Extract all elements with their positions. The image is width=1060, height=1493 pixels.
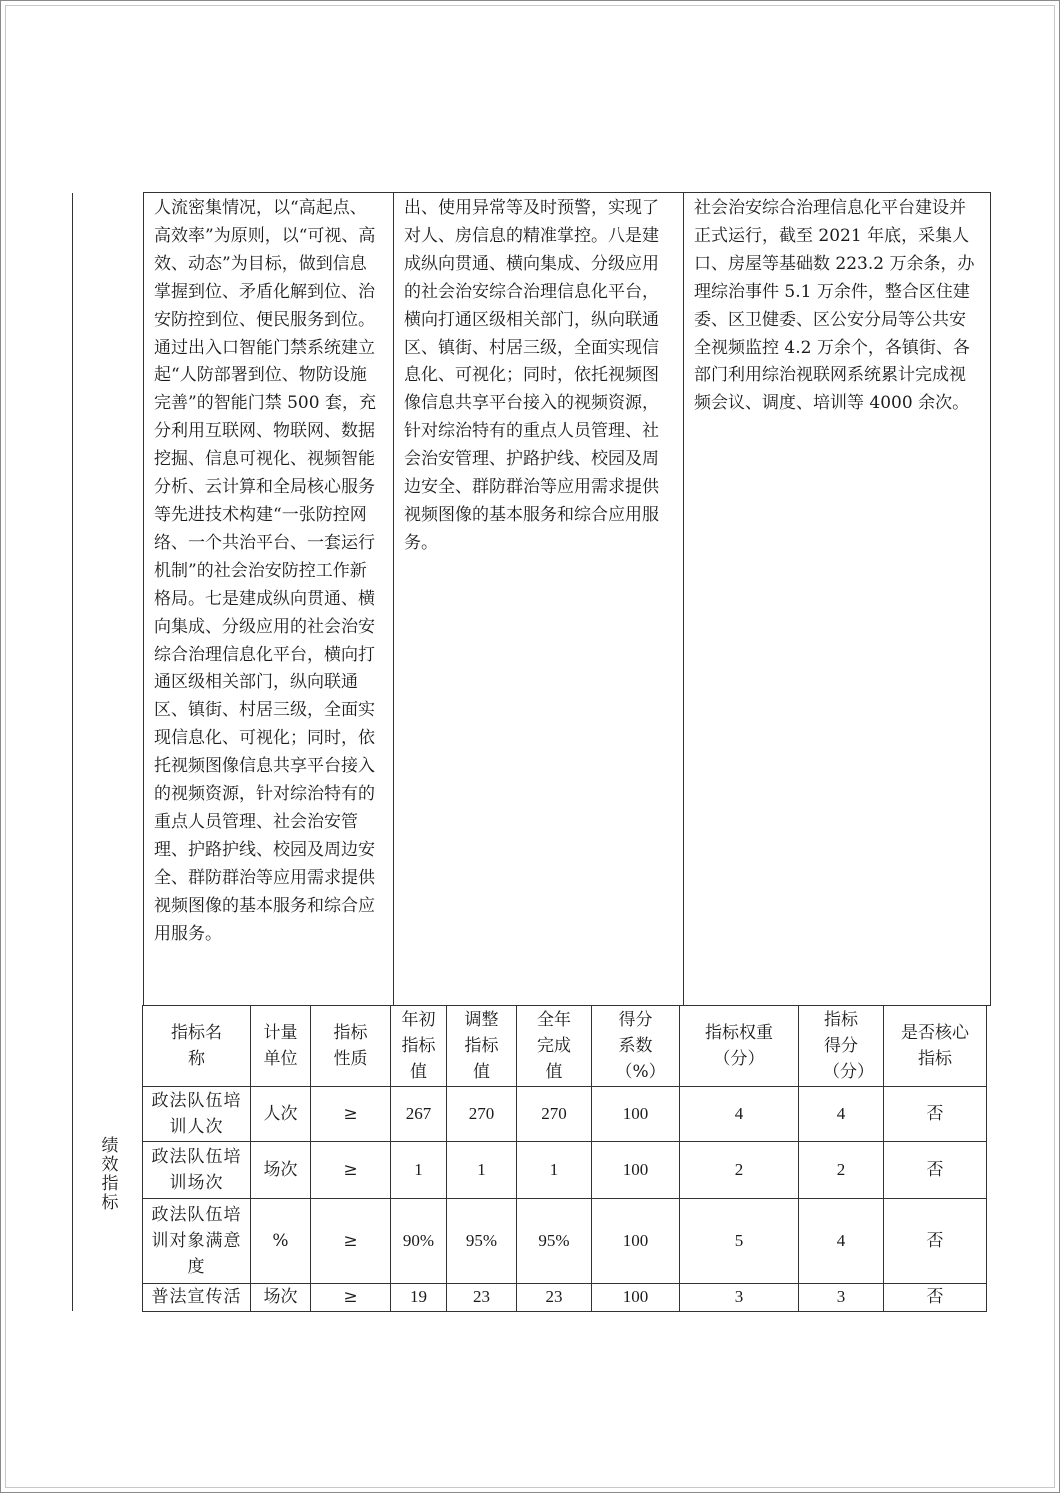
header-unit: 计量单位 bbox=[251, 1005, 311, 1086]
row-is-core: 否 bbox=[884, 1141, 987, 1198]
row-is-core: 否 bbox=[884, 1283, 987, 1311]
left-label-column bbox=[73, 193, 144, 1006]
row-actual-value: 95% bbox=[517, 1198, 592, 1283]
row-initial-value: 19 bbox=[391, 1283, 447, 1311]
row-nature: ≥ bbox=[311, 1198, 391, 1283]
header-indicator-weight: 指标权重（分） bbox=[680, 1005, 799, 1086]
header-adjusted-value: 调整指标值 bbox=[447, 1005, 517, 1086]
description-cell-2 bbox=[394, 193, 684, 1006]
row-adjusted-value: 95% bbox=[447, 1198, 517, 1283]
table-row bbox=[73, 1141, 987, 1198]
row-indicator-score: 2 bbox=[799, 1141, 884, 1198]
header-is-core: 是否核心指标 bbox=[884, 1005, 987, 1086]
performance-section-label-cell bbox=[73, 1005, 143, 1311]
row-initial-value: 1 bbox=[391, 1141, 447, 1198]
description-text-1: 人流密集情况，以“高起点、高效率”为原则，以“可视、高效、动态”为目标，做到信息掌握到位、矛盾化解到位、治安防控到位、便民服务到位。通过出入口智能门禁系统建立起“人防部署到位、物防设施完善”的智能门禁 500 套，充分利用互联网、物联网、数据挖掘、信息可视化、视频智能分析、云计算和全局核心服务等先进技术构建“一张防控网络、一个共治平台、一套运行机制”的社会治安防控工作新格局。七是建成纵向贯通、横向集成、分级应用的社会治安综合治理信息化平台，横向打通区级相关部门，纵向联通区、镇街、村居三级，全面实现信息化、可视化；同时，依托视频图像信息共享平台接入的视频资源，针对综治特有的重点人员管理、社会治安管理、护路护线、校园及周边安全、群防群治等应用需求提供视频图像的基本服务和综合应用服务。 bbox=[154, 198, 376, 944]
row-score-coefficient: 100 bbox=[592, 1283, 680, 1311]
description-cell-3 bbox=[684, 193, 991, 1006]
header-score-coefficient: 得分系数（%） bbox=[592, 1005, 680, 1086]
row-is-core: 否 bbox=[884, 1198, 987, 1283]
row-indicator-weight: 5 bbox=[680, 1198, 799, 1283]
row-nature: ≥ bbox=[311, 1086, 391, 1141]
row-unit: 人次 bbox=[251, 1086, 311, 1141]
description-text-3: 社会治安综合治理信息化平台建设并正式运行，截至 2021 年底，采集人口、房屋等基础数 223.2 万余条，办理综治事件 5.1 万余件，整合区住建委、区卫健委、区公安分局等公共安全视频监控 4.2 万余个，各镇街、各部门利用综治视联网系统累计完成视频会议、调度、培训等 4000 余次。 bbox=[694, 198, 975, 414]
table-row bbox=[73, 1283, 987, 1311]
description-cell-1 bbox=[144, 193, 394, 1006]
table-row bbox=[73, 1086, 987, 1141]
row-indicator-name: 政法队伍培训场次 bbox=[143, 1141, 251, 1198]
row-indicator-weight: 3 bbox=[680, 1283, 799, 1311]
row-adjusted-value: 23 bbox=[447, 1283, 517, 1311]
project-description-table bbox=[72, 192, 991, 1006]
row-actual-value: 270 bbox=[517, 1086, 592, 1141]
row-unit: 场次 bbox=[251, 1283, 311, 1311]
header-indicator-name: 指标名称 bbox=[143, 1005, 251, 1086]
row-adjusted-value: 270 bbox=[447, 1086, 517, 1141]
performance-indicator-table bbox=[72, 1005, 987, 1312]
row-indicator-weight: 2 bbox=[680, 1141, 799, 1198]
document-body bbox=[72, 192, 991, 1312]
row-indicator-score: 3 bbox=[799, 1283, 884, 1311]
row-score-coefficient: 100 bbox=[592, 1086, 680, 1141]
row-indicator-score: 4 bbox=[799, 1086, 884, 1141]
row-indicator-score: 4 bbox=[799, 1198, 884, 1283]
row-actual-value: 23 bbox=[517, 1283, 592, 1311]
row-initial-value: 90% bbox=[391, 1198, 447, 1283]
row-nature: ≥ bbox=[311, 1141, 391, 1198]
row-score-coefficient: 100 bbox=[592, 1141, 680, 1198]
row-unit: % bbox=[251, 1198, 311, 1283]
row-initial-value: 267 bbox=[391, 1086, 447, 1141]
performance-section-label: 绩效指标 bbox=[97, 1136, 118, 1212]
header-initial-value: 年初指标值 bbox=[391, 1005, 447, 1086]
table-row bbox=[73, 1198, 987, 1283]
row-indicator-weight: 4 bbox=[680, 1086, 799, 1141]
row-nature: ≥ bbox=[311, 1283, 391, 1311]
header-actual-value: 全年完成值 bbox=[517, 1005, 592, 1086]
row-unit: 场次 bbox=[251, 1141, 311, 1198]
row-actual-value: 1 bbox=[517, 1141, 592, 1198]
row-indicator-name: 政法队伍培训人次 bbox=[143, 1086, 251, 1141]
header-nature: 指标性质 bbox=[311, 1005, 391, 1086]
row-adjusted-value: 1 bbox=[447, 1141, 517, 1198]
description-text-2: 出、使用异常等及时预警，实现了对人、房信息的精准掌控。八是建成纵向贯通、横向集成、分级应用的社会治安综合治理信息化平台，横向打通区级相关部门，纵向联通区、镇街、村居三级，全面实现信息化、可视化；同时，依托视频图像信息共享平台接入的视频资源，针对综治特有的重点人员管理、社会治安管理、护路护线、校园及周边安全、群防群治等应用需求提供视频图像的基本服务和综合应用服务。 bbox=[404, 198, 659, 553]
row-indicator-name: 普法宣传活 bbox=[143, 1283, 251, 1311]
header-indicator-score: 指标得分（分） bbox=[799, 1005, 884, 1086]
row-is-core: 否 bbox=[884, 1086, 987, 1141]
row-score-coefficient: 100 bbox=[592, 1198, 680, 1283]
row-indicator-name: 政法队伍培训对象满意度 bbox=[143, 1198, 251, 1283]
